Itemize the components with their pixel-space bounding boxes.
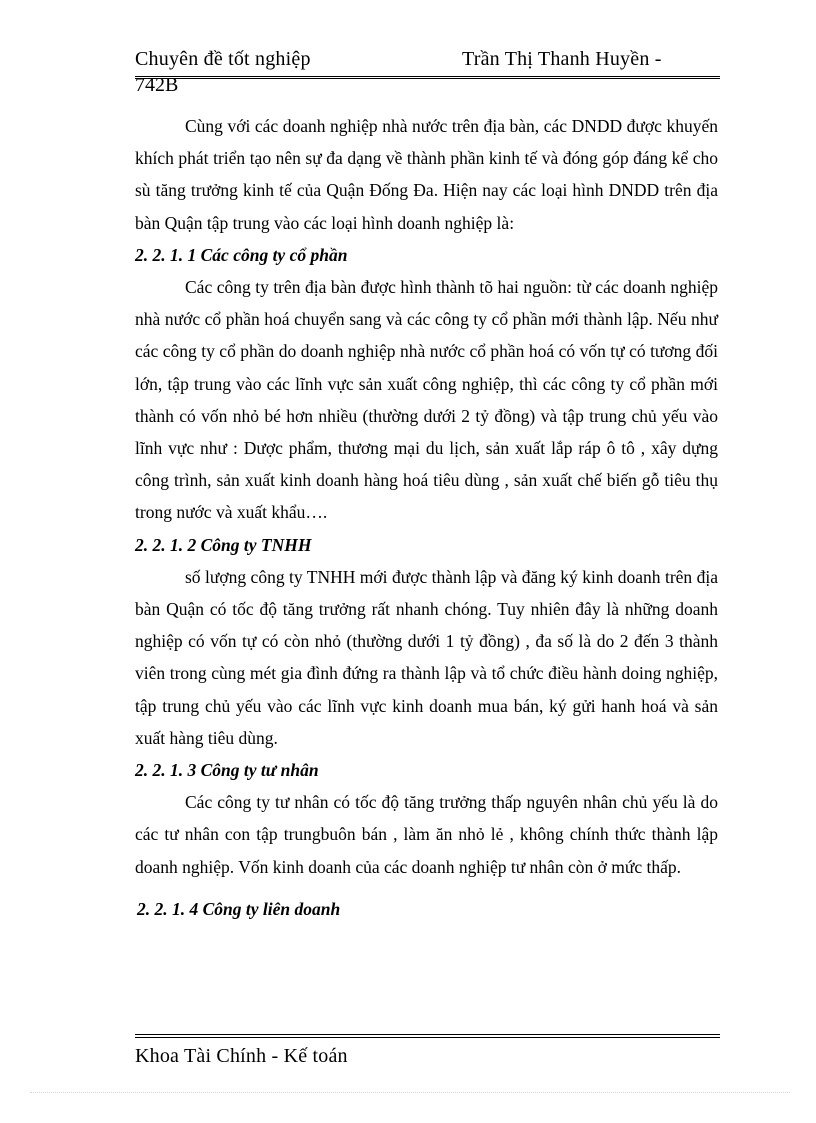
section-heading: 2. 2. 1. 2 Công ty TNHH [135, 534, 312, 555]
header-author-wrap: 742B [135, 74, 179, 96]
document-body [135, 110, 718, 925]
header-title: Chuyên đề tốt nghiệp [135, 48, 311, 70]
page-header [135, 48, 720, 96]
section-paragraph: Các công ty tư nhân có tốc độ tăng trưởng thấp nguyên nhân chủ yếu là do các tư nhân con tập trungbuôn bán , làm ăn nhỏ lẻ , không chính thức thành lập doanh nghiệp. Vốn kinh doanh của các doanh nghiệp tư nhân còn ở mức thấp. [135, 792, 718, 877]
section-paragraph: số lượng công ty TNHH mới được thành lập và đăng ký kinh doanh trên địa bàn Quận có tốc độ tăng trưởng rất nhanh chóng. Tuy nhiên đây là những doanh nghiệp có vốn tự có còn nhỏ (thường dưới 1 tỷ đồng) , đa số là do 2 đến 3 thành viên trong cùng mét gia đình đứng ra thành lập và tổ chức điều hành doing nghiệp, tập trung chủ yếu vào các lĩnh vực kinh doanh mua bán, ký gửi hanh hoá và sản xuất hàng tiêu dùng. [135, 566, 718, 748]
header-rule [135, 76, 720, 79]
section-heading: 2. 2. 1. 4 Công ty liên doanh [137, 898, 341, 919]
page-footer: Khoa Tài Chính - Kế toán [135, 1045, 348, 1067]
footer-rule [135, 1034, 720, 1038]
header-author: Trần Thị Thanh Huyền - [462, 48, 662, 70]
intro-paragraph: Cùng với các doanh nghiệp nhà nước trên địa bàn, các DNDD được khuyến khích phát triển tạo nên sự đa dạng về thành phần kinh tế và đóng góp đáng kể cho sù tăng trưởng kinh tế của Quận Đống Đa. Hiện nay các loại hình DNDD trên địa bàn Quận tập trung vào các loại hình doanh nghiệp là: [135, 116, 718, 233]
page-boundary [30, 1092, 790, 1093]
section-heading: 2. 2. 1. 1 Các công ty cổ phần [135, 244, 348, 265]
section-heading: 2. 2. 1. 3 Công ty tư nhân [135, 760, 319, 781]
section-paragraph: Các công ty trên địa bàn được hình thành tõ hai nguồn: từ các doanh nghiệp nhà nước cổ phần hoá chuyển sang và các công ty cổ phần mới thành lập. Nếu như các công ty cổ phần do doanh nghiệp nhà nước cổ phần hoá có vốn tự có tương đối lớn, tập trung vào các lĩnh vực sản xuất công nghiệp, thì các công ty cổ phần mới thành có vốn nhỏ bé hơn nhiều (thường dưới 2 tỷ đồng) và tập trung chủ yếu vào lĩnh vực như : Dược phẩm, thương mại du lịch, sản xuất lắp ráp ô tô , xây dựng công trình, sản xuất kinh doanh hàng hoá tiêu dùng , sản xuất chế biến gỗ tiêu thụ trong nước và xuất khẩu…. [135, 277, 718, 523]
